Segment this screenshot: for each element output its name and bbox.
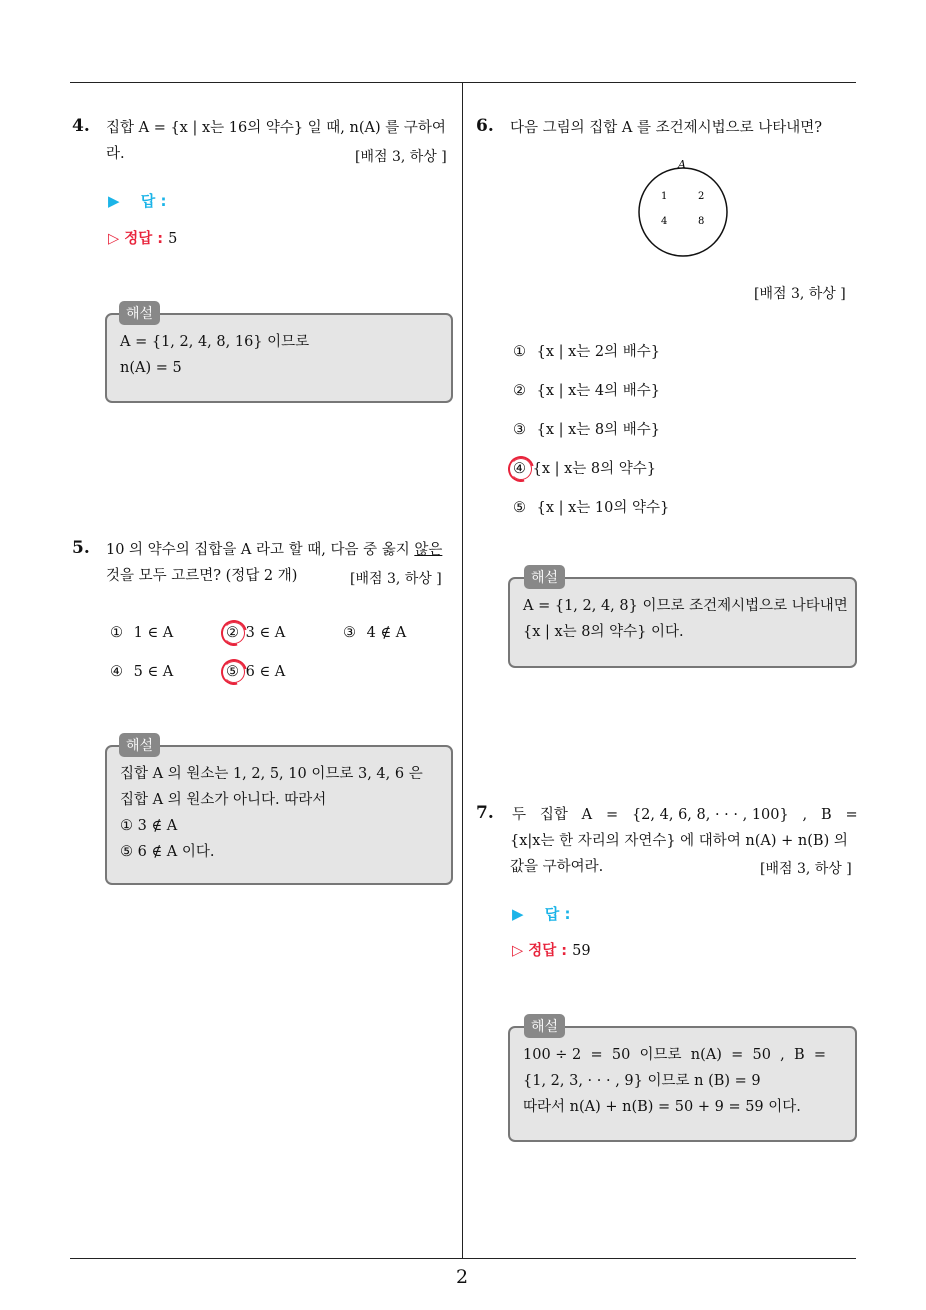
q6-choice-text: {x | x는 8의 배수}	[536, 422, 660, 438]
q5-text-line1-a: 10 의 약수의 집합을 A 라고 할 때, 다음 중 옳지	[106, 542, 415, 558]
q5-explanation-box	[105, 745, 453, 885]
q7-text-line2: {x|x는 한 자리의 자연수} 에 대하여 n(A) + n(B) 의	[510, 833, 848, 849]
q5-choice-text: 1 ∈ A	[133, 625, 174, 641]
q5-choice-5[interactable]	[226, 664, 285, 680]
q5-choice-mark: ③	[343, 625, 356, 641]
red-circle-mark-inner	[223, 661, 245, 683]
red-circle-mark-inner	[510, 458, 532, 480]
q5-choice-mark: ②	[226, 625, 239, 641]
q7-correct-value: 59	[572, 943, 591, 959]
q6-choice-5[interactable]	[513, 496, 669, 517]
q4-text-line1: 집합 A = {x | x는 16의 약수} 일 때, n(A) 를 구하여	[106, 120, 446, 136]
q5-choice-mark: ①	[110, 625, 123, 641]
q7-answer-label: 답 :	[544, 905, 571, 923]
q6-text-line1: 다음 그림의 집합 A 를 조건제시법으로 나타내면?	[510, 120, 823, 136]
q6-explain-tag: 해설	[524, 565, 565, 589]
venn-element: 1	[661, 191, 668, 202]
page-number: 2	[456, 1266, 469, 1288]
q6-choice-4[interactable]	[513, 457, 656, 478]
q6-choice-text: {x | x는 2의 배수}	[536, 344, 660, 360]
q7-explain-line: 따라서 n(A) + n(B) = 50 + 9 = 59 이다.	[523, 1099, 801, 1115]
q4-number: 4.	[72, 116, 90, 136]
q7-score: [배점 3, 하상 ]	[760, 861, 852, 877]
q7-number: 7.	[476, 803, 494, 823]
q6-score: [배점 3, 하상 ]	[754, 286, 846, 302]
q4-score: [배점 3, 하상 ]	[355, 149, 447, 165]
q5-choice-2[interactable]	[226, 625, 285, 641]
q5-explain-tag: 해설	[119, 733, 160, 757]
q5-score: [배점 3, 하상 ]	[350, 571, 442, 587]
red-circle-mark-inner	[223, 622, 245, 644]
q4-explain-line: A = {1, 2, 4, 8, 16} 이므로	[120, 334, 310, 350]
q5-choice-mark: ⑤	[226, 664, 239, 680]
q7-explain-tag: 해설	[524, 1014, 565, 1038]
q6-choice-2[interactable]	[513, 379, 660, 400]
q5-explain-line: ⑤ 6 ∉ A 이다.	[120, 844, 215, 860]
bottom-rule	[70, 1258, 856, 1259]
q5-text-emphasis: 않은	[414, 542, 443, 558]
q7-explanation-box	[508, 1026, 857, 1142]
q5-text-line1	[106, 537, 442, 563]
q4-explain-tag: 해설	[119, 301, 160, 325]
q6-choice-mark: ③	[513, 422, 526, 438]
q5-choice-3[interactable]	[343, 625, 406, 641]
q4-answer-label: 답 :	[140, 192, 167, 210]
q5-choice-text: 3 ∈ A	[245, 625, 286, 641]
q7-correct-label: 정답 :	[528, 943, 568, 959]
q6-explain-line: A = {1, 2, 4, 8} 이므로 조건제시법으로 나타내면	[523, 598, 848, 614]
venn-label: A	[678, 158, 686, 171]
play-outline-icon: ▷	[512, 943, 524, 959]
play-icon: ▶	[108, 192, 120, 210]
q4-correct-value: 5	[168, 231, 178, 247]
q6-explanation-box	[508, 577, 857, 668]
q7-answer-row[interactable]	[512, 903, 571, 924]
q4-correct-row	[108, 227, 177, 248]
q6-choice-text: {x | x는 10의 약수}	[536, 500, 670, 516]
q6-choice-text: {x | x는 4의 배수}	[536, 383, 660, 399]
q4-explanation-box	[105, 313, 453, 403]
q6-number: 6.	[476, 116, 494, 136]
q5-choice-text: 4 ∉ A	[366, 625, 407, 641]
q6-choice-mark: ④	[513, 461, 526, 477]
q5-text-line2: 것을 모두 고르면? (정답 2 개)	[106, 568, 298, 584]
q7-text-line1: 두 집합 A = {2, 4, 6, 8, · · · , 100} , B =	[512, 807, 858, 823]
q7-text-line3: 값을 구하여라.	[510, 859, 604, 875]
play-icon: ▶	[512, 905, 524, 923]
q5-choice-mark: ④	[110, 664, 123, 680]
q5-choice-text: 5 ∈ A	[133, 664, 174, 680]
q4-text-line2: 라.	[106, 146, 125, 162]
q6-choice-mark: ②	[513, 383, 526, 399]
q6-choice-1[interactable]	[513, 340, 660, 361]
q6-choice-mark: ⑤	[513, 500, 526, 516]
q4-correct-label: 정답 :	[124, 231, 164, 247]
q5-explain-line: 집합 A 의 원소는 1, 2, 5, 10 이므로 3, 4, 6 은	[120, 766, 423, 782]
q5-explain-line: 집합 A 의 원소가 아니다. 따라서	[120, 792, 327, 808]
venn-diagram	[630, 156, 740, 266]
q6-choice-mark: ①	[513, 344, 526, 360]
q6-explain-line: {x | x는 8의 약수} 이다.	[523, 624, 684, 640]
venn-element: 4	[661, 216, 668, 227]
venn-element: 2	[698, 191, 705, 202]
top-rule	[70, 82, 856, 83]
q7-correct-row	[512, 939, 591, 960]
q4-answer-row[interactable]	[108, 190, 167, 211]
q5-choice-text: 6 ∈ A	[245, 664, 286, 680]
q6-choice-3[interactable]	[513, 418, 660, 439]
play-outline-icon: ▷	[108, 231, 120, 247]
q6-choice-text: {x | x는 8의 약수}	[532, 461, 656, 477]
q5-choice-4[interactable]	[110, 664, 173, 680]
q5-choice-1[interactable]	[110, 625, 173, 641]
venn-element: 8	[698, 216, 705, 227]
q5-number: 5.	[72, 538, 90, 558]
q7-explain-line: 100 ÷ 2 = 50 이므로 n(A) = 50 , B =	[523, 1047, 826, 1063]
q5-explain-line: ① 3 ∉ A	[120, 818, 178, 834]
q7-explain-line: {1, 2, 3, · · · , 9} 이므로 n (B) = 9	[523, 1073, 761, 1089]
q4-explain-line: n(A) = 5	[120, 360, 182, 376]
column-divider	[462, 82, 463, 1259]
